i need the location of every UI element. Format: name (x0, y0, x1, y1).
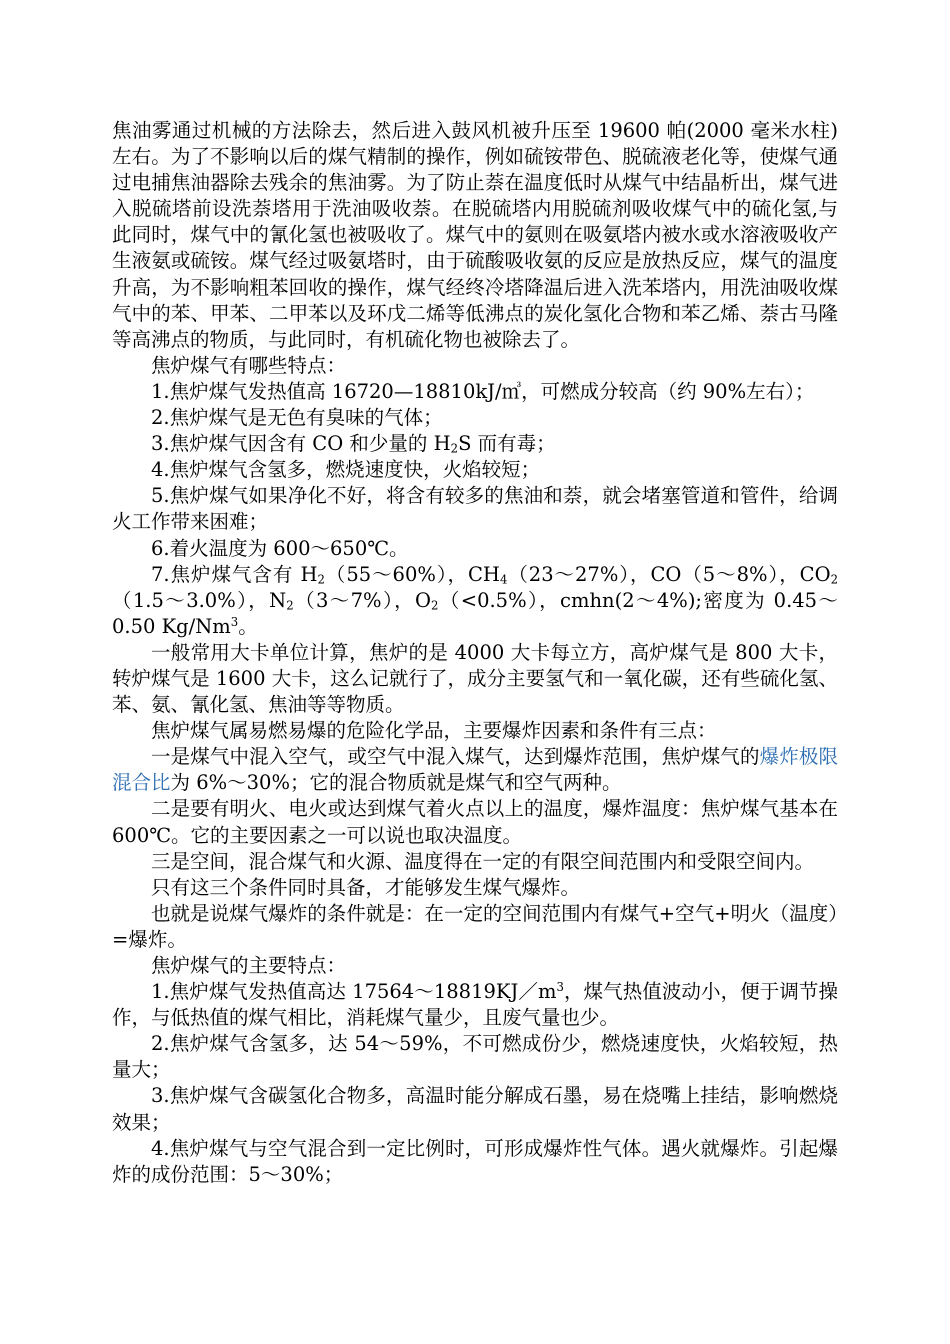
intro-paragraph: 焦油雾通过机械的方法除去，然后进入鼓风机被升压至 19600 帕(2000 毫米水柱)左右。为了不影响以后的煤气精制的操作，例如硫铵带色、脱硫液老化等，使煤气通过电捕焦油器除去残余的焦油雾。为了防止萘在温度低时从煤气中结晶析出，煤气进入脱硫塔前设洗萘塔用于洗油吸收萘。在脱硫塔内用脱硫剂吸收煤气中的硫化氢,与此同时，煤气中的氰化氢也被吸收了。煤气中的氨则在吸氨塔内被水或水溶液吸收产生液氨或硫铵。煤气经过吸氨塔时，由于硫酸吸收氨的反应是放热反应，煤气的温度升高，为不影响粗苯回收的操作，煤气经终冷塔降温后进入洗苯塔内，用洗油吸收煤气中的苯、甲苯、二甲苯以及环戊二烯等低沸点的炭化氢化合物和苯乙烯、萘古马隆等高沸点的物质，与此同时，有机硫化物也被除去了。 (112, 119, 838, 351)
main-feature-3: 3.焦炉煤气含碳氢化合物多，高温时能分解成石墨，易在烧嘴上挂结，影响燃烧效果； (112, 1084, 838, 1134)
feature-3: 3.焦炉煤气因含有 CO 和少量的 $H_2S$ 而有毒； (151, 432, 556, 456)
feature-1: 1.焦炉煤气发热值高 16720—18810kJ/㎥，可燃成分较高（约 90%左右）； (151, 379, 815, 403)
explosion-limit-link[interactable]: 爆炸极限混合比 (112, 745, 838, 795)
feature-2: 2.焦炉煤气是无色有臭味的气体； (151, 406, 443, 430)
feature-6: 6.着火温度为 600～650℃。 (151, 536, 409, 560)
feature-5: 5.焦炉煤气如果净化不好，将含有较多的焦油和萘，就会堵塞管道和管件，给调火工作带来困难； (112, 484, 838, 534)
danger-paragraph: 焦炉煤气属易燃易爆的危险化学品，主要爆炸因素和条件有三点： (151, 719, 717, 743)
main-features-heading: 焦炉煤气的主要特点： (151, 954, 347, 977)
main-feature-4: 4.焦炉煤气与空气混合到一定比例时，可形成爆炸性气体。遇火就爆炸。引起爆炸的成份范围：5～30%； (112, 1136, 838, 1186)
feature-4: 4.焦炉煤气含氢多，燃烧速度快，火焰较短； (151, 458, 541, 482)
features-heading: 焦炉煤气有哪些特点： (151, 353, 347, 377)
condition-three: 三是空间，混合煤气和火源、温度得在一定的有限空间范围内和受限空间内。 (151, 849, 815, 873)
main-feature-1: 1.焦炉煤气发热值高达 $17564\sim 18819KJ/m^3$，煤气热值波动小，便于调节操作，与低热值的煤气相比，消耗煤气量少，且废气量也少。 (112, 980, 838, 1030)
main-feature-2: 2.焦炉煤气含氢多，达 54～59%，不可燃成份少，燃烧速度快，火焰较短，热量大； (112, 1032, 838, 1082)
document-body (112, 118, 838, 1188)
explosion-formula: 也就是说煤气爆炸的条件就是：在一定的空间范围内有煤气+空气+明火（温度）=爆炸。 (112, 901, 838, 951)
condition-two: 二是要有明火、电火或达到煤气着火点以上的温度，爆炸温度：焦炉煤气基本在 600℃。它的主要因素之一可以说也取决温度。 (112, 797, 838, 847)
condition-one: 一是煤气中混入空气，或空气中混入煤气，达到爆炸范围，焦炉煤气的爆炸极限混合比为 6%～30%；它的混合物质就是煤气和空气两种。 (112, 745, 838, 795)
feature-7: 7.焦炉煤气含有 $H_2(55\sim 60\%)$，$CH_4(23\sim 27\%)$，CO（5～8%），$CO_2(1.5\sim 3.0\%)$，$N_2(3\sim 7\%)$，$O_2(<0.5\%)$，cmhn(2～4%);密度为 0.45～0.50 Kg/Nm$^3$。 (112, 562, 839, 638)
units-paragraph: 一般常用大卡单位计算，焦炉的是 4000 大卡每立方，高炉煤气是 800 大卡，转炉煤气是 1600 大卡，这么记就行了，成分主要氢气和一氧化碳，还有些硫化氢、苯、氨、氰化氢、焦油等等物质。 (112, 640, 838, 717)
conditions-summary: 只有这三个条件同时具备，才能够发生煤气爆炸。 (151, 875, 581, 899)
